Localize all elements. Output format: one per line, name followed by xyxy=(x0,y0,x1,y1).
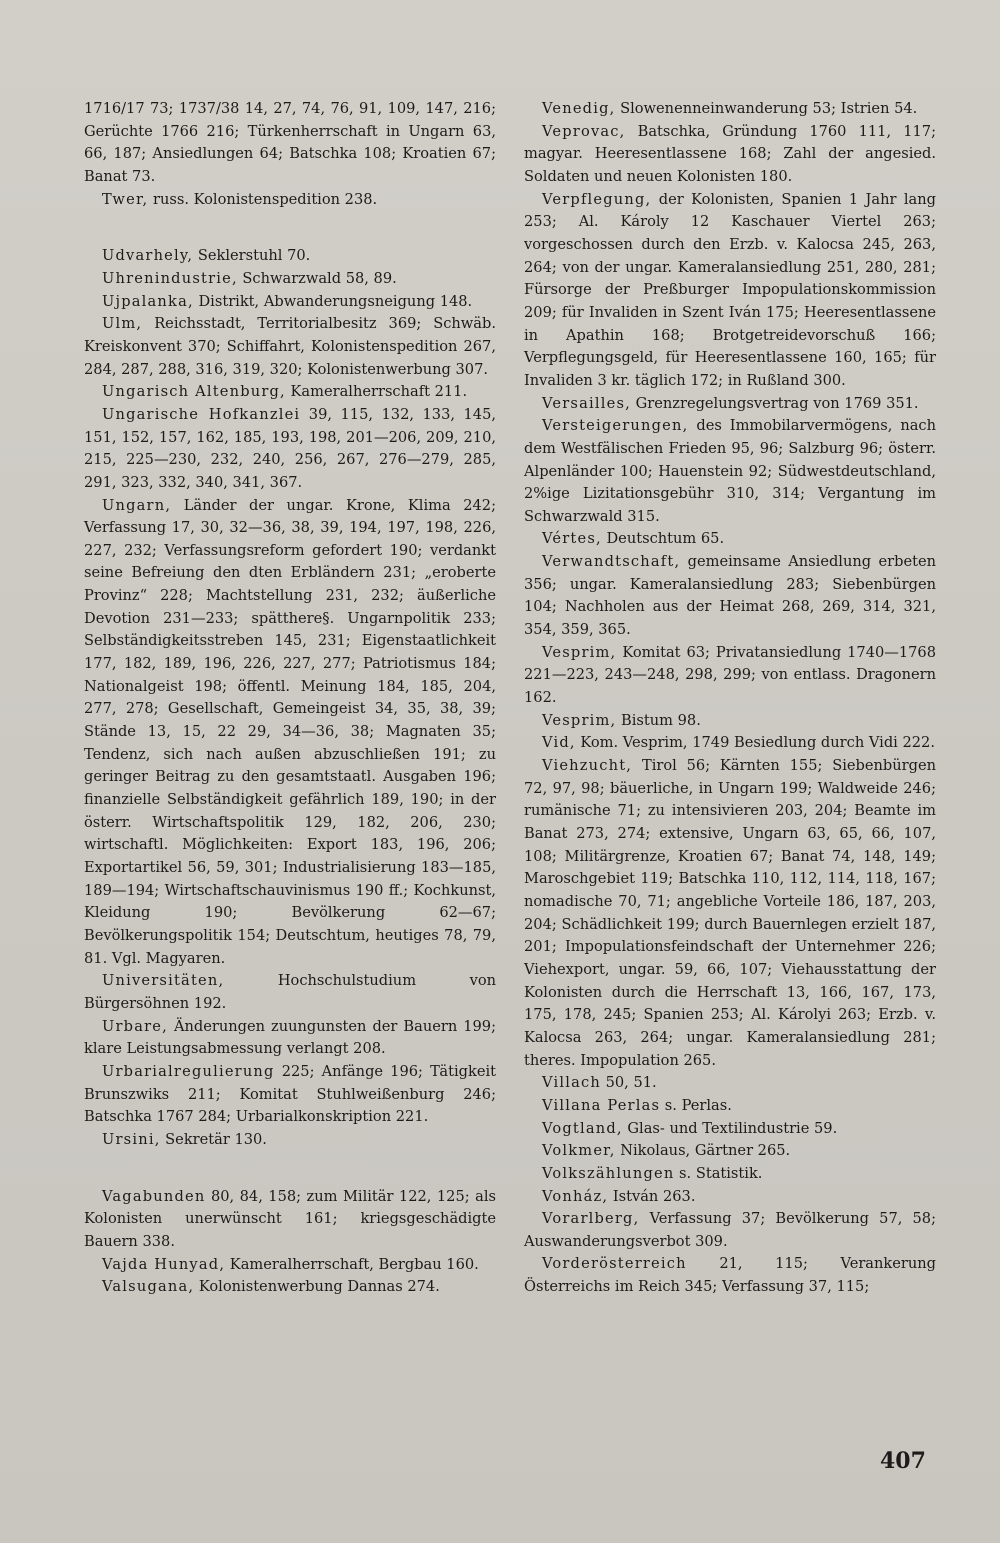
index-entry: Vagabunden 80, 84, 158; zum Militär 122, 125; als Kolonisten unerwünscht 161; kriegsgeschädigte Bauern 338. xyxy=(84,1187,496,1250)
index-entry: Villana Perlas s. Perlas. xyxy=(542,1096,732,1114)
index-entry: Urbarialregulierung 225; Anfänge 196; Tätigkeit Brunszwiks 211; Komitat Stuhlweißenburg 246; Batschka 1767 284; Urbarialkonskription 221. xyxy=(84,1062,496,1126)
page-number: 407 xyxy=(880,1448,926,1474)
section-gap xyxy=(84,1152,496,1186)
index-entry: Uhrenindustrie, Schwarzwald 58, 89. xyxy=(102,269,397,287)
index-entry: Vajda Hunyad, Kameralherrschaft, Bergbau 160. xyxy=(102,1255,479,1273)
index-entry: Universitäten, Hochschulstudium von Bürgersöhnen 192. xyxy=(84,972,496,1012)
index-entry: Vértes, Deutschtum 65. xyxy=(542,530,725,548)
index-entry: Volkmer, Nikolaus, Gärtner 265. xyxy=(542,1142,791,1160)
index-entry: Vogtland, Glas- und Textilindustrie 59. xyxy=(542,1119,838,1137)
index-entry: Twer, russ. Kolonistenspedition 238. xyxy=(102,190,378,208)
index-entry: Vorarlberg, Verfassung 37; Bevölkerung 57, 58; Auswanderungsverbot 309. xyxy=(524,1210,936,1250)
index-entry: Vesprim, Komitat 63; Privatansiedlung 1740—1768 221—223, 243—248, 298, 299; von entlass. Dragonern 162. xyxy=(524,643,936,707)
index-entry: Versailles, Grenzregelungsvertrag von 1769 351. xyxy=(542,394,919,412)
index-entry: Venedig, Slowenenneinwanderung 53; Istrien 54. xyxy=(542,100,918,117)
index-entry: Veprovac, Batschka, Gründung 1760 111, 117; magyar. Heeresentlassene 168; Zahl der angesied. Soldaten und neuen Kolonisten 180. xyxy=(524,122,936,185)
index-entry: Ursini, Sekretär 130. xyxy=(102,1130,267,1148)
index-entry: Viehzucht, Tirol 56; Kärnten 155; Siebenbürgen 72, 97, 98; bäuerliche, in Ungarn 199; Waldweide 246; rumänische 71; zu intensivieren 203, 204; Beamte im Banat 273, 274; extensive, Ungarn 63, 65, 66, 107, 108; Militärgrenze, Kroatien 67; Banat 74, 148, 149; Maroschgebiet 119; Batschka 110, 112, 114, 118, 167; nomadische 70, 71; angebliche Vorteile 186, 187, 203, 204; Schädlichkeit 199; durch Bauernlegen erzielt 187, 201; Impopulationsfeindschaft der Unternehmer 226; Viehexport, ungar. 59, 66, 107; Viehausstattung der Kolonisten durch die Herrschaft 13, 166, 167, 173, 175, 178, 245; Spanien 253; Al. Károlyi 263; Erzb. v. Kalocsa 263, 264; ungar. Kameralansiedlung 281; theres. Impopulation 265. xyxy=(524,757,936,1069)
index-entry: Vorderösterreich 21, 115; Verankerung Österreichs im Reich 345; Verfassung 37, 115; xyxy=(524,1255,936,1296)
index-entry: Valsugana, Kolonistenwerbung Dannas 274. xyxy=(102,1278,440,1296)
index-entry: Ujpalanka, Distrikt, Abwanderungsneigung 148. xyxy=(102,292,473,310)
index-entry: Ungarn, Länder der ungar. Krone, Klima 242; Verfassung 17, 30, 32—36, 38, 39, 194, 197, 198, 226, 227, 232; Verfassungsreform gefordert 190; verdankt seine Befreiung den dten Erbländern 231; „eroberte Provinz“ 228; Machtstellung 231, 232; äußerliche Devotion 231—233; spätthere§. Ungarnpolitik 233; Selbständigkeitsstreben 145, 231; Eigenstaatlichkeit 177, 182, 189, 196, 226, 227, 277; Patriotismus 184; Nationalgeist 198; öffentl. Meinung 184, 185, 204, 277, 278; Gesellschaft, Gemeingeist 34, 35, 38, 39; Stände 13, 15, 22 29, 34—36, 38; Magnaten 35; Tendenz, sich nach außen abzuschließen 191; zu geringer Beitrag zu den gesamtstaatl. Ausgaben 196; finanzielle Selbständigkeit gefährlich 189, 190; in der österr. Wirtschaftspolitik 129, 182, 206, 230; wirtschaftl. Möglichkeiten: Export 183, 196, 206; Exportartikel 56, 59, 301; Industrialisierung 183—185, 189—194; Wirtschaftschauvinismus 190 ff.; Kochkunst, Kleidung 190; Bevölkerung 62—67; Bevölkerungspolitik 154; Deutschtum, heutiges 78, 79, 81. Vgl. Magyaren. xyxy=(84,496,496,967)
index-entry: 1716/17 73; 1737/38 14, 27, 74, 76, 91, 109, 147, 216; Gerüchte 1766 216; Türkenherrschaft in Ungarn 63, 66, 187; Ansiedlungen 64; Batschka 108; Kroatien 67; Banat 73. xyxy=(84,100,496,185)
index-entry: Vonház, István 263. xyxy=(542,1187,696,1205)
index-entry: Vesprim, Bistum 98. xyxy=(542,711,701,729)
right-column xyxy=(524,98,936,1299)
left-column xyxy=(84,98,496,1299)
index-entry: Villach 50, 51. xyxy=(542,1074,657,1092)
section-gap xyxy=(84,211,496,245)
index-entry: Ungarische Hofkanzlei 39, 115, 132, 133, 145, 151, 152, 157, 162, 185, 193, 198, 201—206, 209, 210, 215, 225—230, 232, 240, 256, 267, 276—279, 285, 291, 323, 332, 340, 341, 367. xyxy=(84,405,496,491)
index-entry: Ulm, Reichsstadt, Territorialbesitz 369; Schwäb. Kreiskonvent 370; Schiffahrt, Kolonistenspedition 267, 284, 287, 288, 316, 319, 320; Kolonistenwerbung 307. xyxy=(84,315,496,378)
index-entry: Verwandtschaft, gemeinsame Ansiedlung erbeten 356; ungar. Kameralansiedlung 283; Siebenbürgen 104; Nachholen aus der Heimat 268, 269, 314, 321, 354, 359, 365. xyxy=(524,553,936,639)
index-entry: Ungarisch Altenburg, Kameralherrschaft 211. xyxy=(102,383,468,401)
index-entry: Urbare, Änderungen zuungunsten der Bauern 199; klare Leistungsabmessung verlangt 208. xyxy=(84,1017,496,1058)
index-entry: Verpflegung, der Kolonisten, Spanien 1 Jahr lang 253; Al. Károly 12 Kaschauer Viertel 263; vorgeschossen durch den Erzb. v. Kalocsa 245, 263, 264; von der ungar. Kameralansiedlung 251, 280, 281; Fürsorge der Preßburger Impopulationskommission 209; für Invaliden in Szent Iván 175; Heeresentlassene in Apathin 168; Brotgetreidevorschuß 166; Verpflegungsgeld, für Heeresentlassene 160, 165; für Invaliden 3 kr. täglich 172; in Rußland 300. xyxy=(524,190,936,389)
index-entry: Vid, Kom. Vesprim, 1749 Besiedlung durch Vidi 222. xyxy=(542,734,935,752)
index-entry: Versteigerungen, des Immobilarvermögens, nach dem Westfälischen Frieden 95, 96; Salzburg 96; österr. Alpenländer 100; Hauenstein 92; Südwestdeutschland, 2%ige Lizitationsgebühr 310, 314; Vergantung im Schwarzwald 315. xyxy=(524,417,936,525)
index-entry: Udvarhely, Seklerstuhl 70. xyxy=(102,247,311,265)
index-entry: Volkszählungen s. Statistik. xyxy=(542,1164,763,1182)
